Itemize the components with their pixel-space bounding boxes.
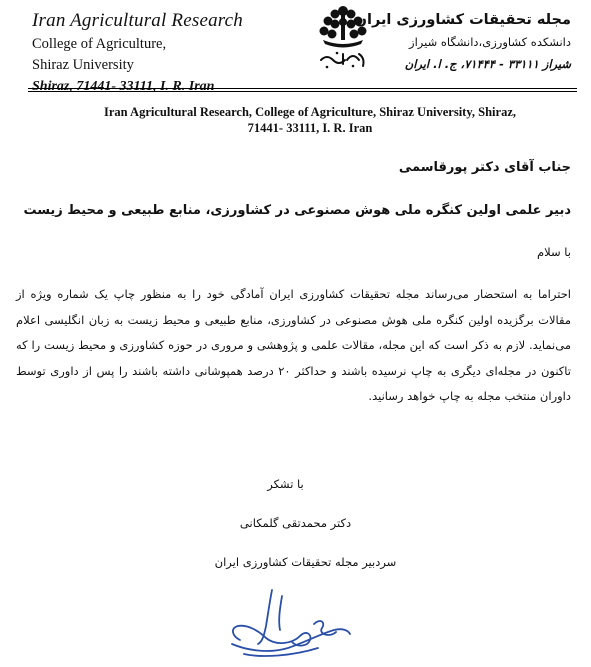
greeting: با سلام [537, 245, 571, 259]
header-divider-thin [28, 91, 577, 92]
address-block [70, 104, 550, 136]
journal-title-english: Iran Agricultural Research [32, 10, 244, 31]
letter-body: احتراما به استحضار می‌رساند مجله تحقیقات کشاورزی ایران آمادگی خود را به منظور چاپ یک شماره ویژه از مقالات برگزیده اولین کنگره ملی هوش مصنوعی در کشاورزی، منابع طبیعی و محیط زیست به زبان انگلیسی اعلام می‌نماید. لازم به ذکر است که این مجله، مقالات علمی و پژوهشی و مروری در حوزه کشاورزی و محیط زیست را که تاکنون در مجله‌ای دیگری به چاپ نرسیده باشند و حداکثر ۲۰ درصد همپوشانی داشته باشند را پس از داوری توسط داوران منتخب مجله به چاپ خواهد رسانید. [16, 287, 571, 403]
address-persian: شیراز ۳۳۱۱۱ - ۷۱۴۴۴، ج. ا. ایران [404, 57, 571, 71]
letterhead-persian [351, 8, 571, 76]
university-name-english: Shiraz University [32, 57, 134, 73]
signer-title: سردبیر مجله تحقیقات کشاورزی ایران [214, 555, 397, 569]
signer-name: دکتر محمدتقی گلمکانی [239, 516, 352, 530]
journal-title-persian: مجله تحقیقات کشاورزی ایران [354, 12, 571, 28]
recipient: جناب آقای دکتر پورقاسمی [398, 160, 571, 175]
address-line-2: 71441- 33111, I. R. Iran [247, 121, 373, 135]
college-name-persian: دانشکده کشاورزی،دانشگاه شیراز [409, 35, 571, 49]
college-name-english: College of Agriculture, [32, 36, 167, 52]
address-line-1: Iran Agricultural Research, College of Agriculture, Shiraz University, Shiraz, [104, 105, 516, 119]
closing: با تشکر [267, 477, 304, 491]
letterhead-english [32, 8, 272, 98]
address-english: Shiraz, 71441- 33111, I. R. Iran [32, 79, 215, 94]
header-divider [28, 88, 577, 89]
signature [222, 584, 358, 664]
recipient-role: دبیر علمی اولین کنگره ملی هوش مصنوعی در کشاورزی، منابع طبیعی و محیط زیست [23, 203, 571, 218]
